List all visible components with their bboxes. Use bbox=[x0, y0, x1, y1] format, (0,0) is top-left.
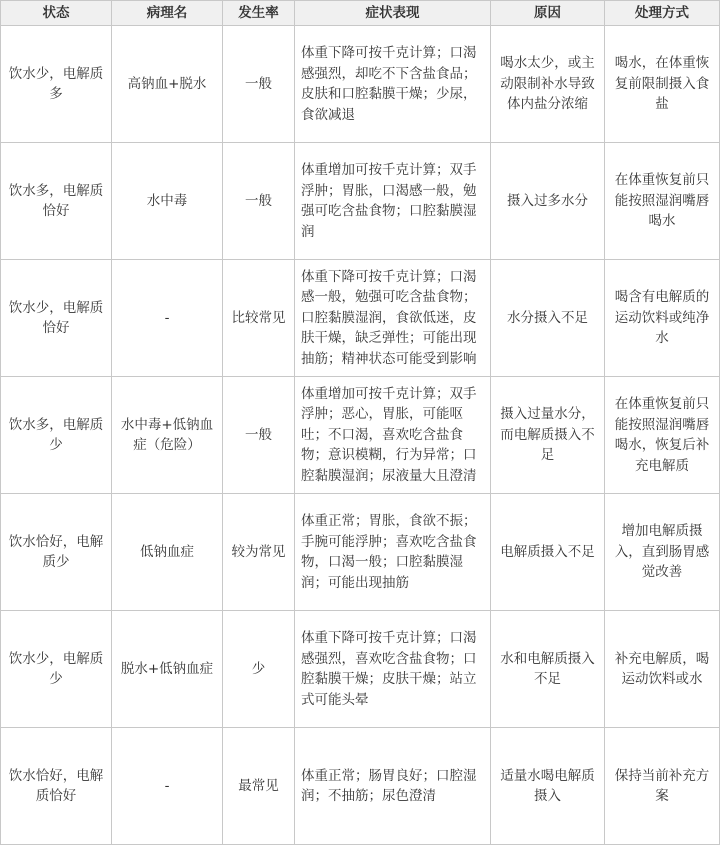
cell-rate: 比较常见 bbox=[223, 260, 295, 377]
cell-cause: 喝水太少，或主动限制补水导致体内盐分浓缩 bbox=[491, 26, 605, 143]
cell-state: 饮水多，电解质恰好 bbox=[1, 143, 112, 260]
table-row bbox=[1, 728, 720, 845]
header-symptoms: 症状表现 bbox=[295, 1, 491, 26]
cell-treatment: 喝水，在体重恢复前限制摄入食盐 bbox=[605, 26, 720, 143]
header-pathology: 病理名 bbox=[112, 1, 223, 26]
cell-treatment: 喝含有电解质的运动饮料或纯净水 bbox=[605, 260, 720, 377]
header-state: 状态 bbox=[1, 1, 112, 26]
cell-symptoms: 体重下降可按千克计算；口渴感强烈，喜欢吃含盐食物；口腔黏膜干燥；皮肤干燥；站立式可能头晕 bbox=[295, 611, 491, 728]
cell-pathology: 低钠血症 bbox=[112, 494, 223, 611]
cell-rate: 一般 bbox=[223, 26, 295, 143]
cell-pathology: 水中毒+低钠血症（危险） bbox=[112, 377, 223, 494]
cell-cause: 适量水喝电解质摄入 bbox=[491, 728, 605, 845]
cell-symptoms: 体重正常；胃胀，食欲不振；手腕可能浮肿；喜欢吃含盐食物，口渴一般；口腔黏膜湿润；可能出现抽筋 bbox=[295, 494, 491, 611]
header-rate: 发生率 bbox=[223, 1, 295, 26]
table-row bbox=[1, 377, 720, 494]
cell-symptoms: 体重增加可按千克计算；双手浮肿；恶心，胃胀，可能呕吐；不口渴，喜欢吃含盐食物；意识模糊，行为异常；口腔黏膜湿润；尿液量大且澄清 bbox=[295, 377, 491, 494]
table-row bbox=[1, 611, 720, 728]
cell-pathology: - bbox=[112, 260, 223, 377]
cell-pathology: - bbox=[112, 728, 223, 845]
cell-pathology: 高钠血+脱水 bbox=[112, 26, 223, 143]
cell-state: 饮水恰好，电解质少 bbox=[1, 494, 112, 611]
cell-cause: 电解质摄入不足 bbox=[491, 494, 605, 611]
cell-treatment: 增加电解质摄入，直到肠胃感觉改善 bbox=[605, 494, 720, 611]
cell-rate: 少 bbox=[223, 611, 295, 728]
cell-state: 饮水少，电解质恰好 bbox=[1, 260, 112, 377]
cell-rate: 一般 bbox=[223, 377, 295, 494]
header-row bbox=[1, 1, 720, 26]
cell-cause: 摄入过量水分，而电解质摄入不足 bbox=[491, 377, 605, 494]
cell-cause: 水和电解质摄入不足 bbox=[491, 611, 605, 728]
cell-pathology: 水中毒 bbox=[112, 143, 223, 260]
header-cause: 原因 bbox=[491, 1, 605, 26]
table-row bbox=[1, 143, 720, 260]
cell-rate: 一般 bbox=[223, 143, 295, 260]
cell-state: 饮水少，电解质多 bbox=[1, 26, 112, 143]
cell-state: 饮水少，电解质少 bbox=[1, 611, 112, 728]
cell-treatment: 保持当前补充方案 bbox=[605, 728, 720, 845]
table-row bbox=[1, 494, 720, 611]
cell-rate: 较为常见 bbox=[223, 494, 295, 611]
cell-pathology: 脱水+低钠血症 bbox=[112, 611, 223, 728]
cell-symptoms: 体重正常；肠胃良好；口腔湿润；不抽筋；尿色澄清 bbox=[295, 728, 491, 845]
cell-rate: 最常见 bbox=[223, 728, 295, 845]
cell-treatment: 在体重恢复前只能按照湿润嘴唇喝水，恢复后补充电解质 bbox=[605, 377, 720, 494]
header-treatment: 处理方式 bbox=[605, 1, 720, 26]
cell-treatment: 补充电解质，喝运动饮料或水 bbox=[605, 611, 720, 728]
cell-treatment: 在体重恢复前只能按照湿润嘴唇喝水 bbox=[605, 143, 720, 260]
cell-state: 饮水多，电解质少 bbox=[1, 377, 112, 494]
cell-cause: 水分摄入不足 bbox=[491, 260, 605, 377]
cell-symptoms: 体重增加可按千克计算；双手浮肿；胃胀，口渴感一般，勉强可吃含盐食物；口腔黏膜湿润 bbox=[295, 143, 491, 260]
cell-symptoms: 体重下降可按千克计算；口渴感强烈，却吃不下含盐食品；皮肤和口腔黏膜干燥；少尿，食欲减退 bbox=[295, 26, 491, 143]
cell-state: 饮水恰好，电解质恰好 bbox=[1, 728, 112, 845]
cell-cause: 摄入过多水分 bbox=[491, 143, 605, 260]
cell-symptoms: 体重下降可按千克计算；口渴感一般，勉强可吃含盐食物；口腔黏膜湿润，食欲低迷，皮肤干燥，缺乏弹性；可能出现抽筋；精神状态可能受到影响 bbox=[295, 260, 491, 377]
table-row bbox=[1, 26, 720, 143]
table-row bbox=[1, 260, 720, 377]
